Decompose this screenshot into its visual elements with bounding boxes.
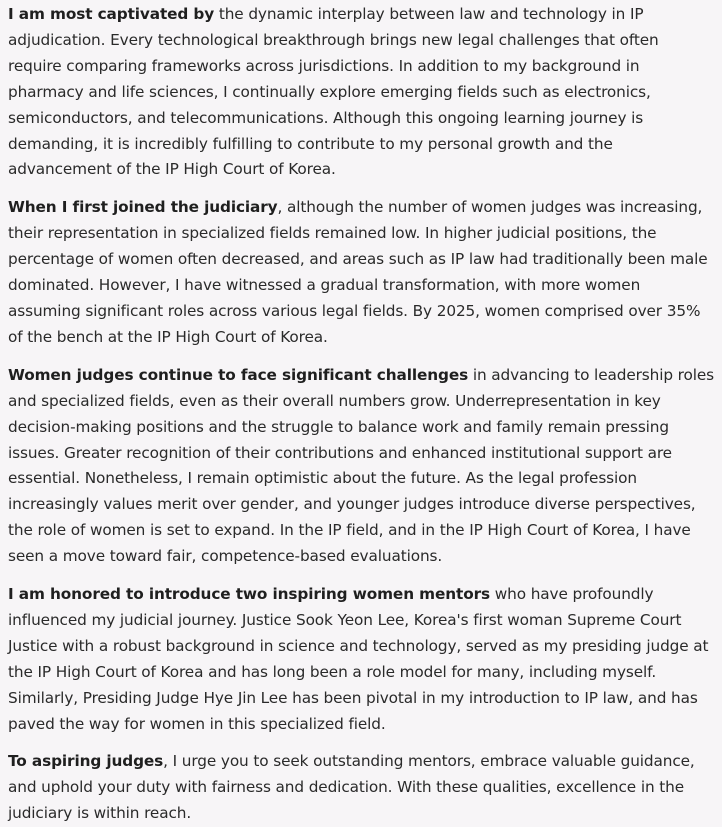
- paragraph-mentors: [8, 582, 715, 737]
- paragraph-lead: When I first joined the judiciary: [8, 198, 278, 217]
- paragraph-captivated: [8, 2, 715, 183]
- paragraph-lead: Women judges continue to face significant challenges: [8, 365, 469, 384]
- paragraph-lead: I am honored to introduce two inspiring women mentors: [8, 585, 490, 604]
- paragraph-joined-judiciary: [8, 195, 715, 350]
- paragraph-text: the dynamic interplay between law and technology in IP adjudication. Every technological breakthrough brings new legal challenges that often require comparing frameworks across jurisdictions. In addition to my background in pharmacy and life sciences, I continually explore emerging fields such as electronics, semiconductors, and telecommunications. Although this ongoing learning journey is demanding, it is incredibly fulfilling to contribute to my personal growth and the advancement of the IP High Court of Korea.: [8, 5, 659, 179]
- paragraph-aspiring-judges: [8, 749, 715, 827]
- paragraph-text: , I urge you to seek outstanding mentors, embrace valuable guidance, and uphold your duty with fairness and dedication. With these qualities, excellence in the judiciary is within reach.: [8, 752, 695, 823]
- paragraph-lead: To aspiring judges: [8, 752, 164, 771]
- paragraph-text: , although the number of women judges was increasing, their representation in specialized fields remained low. In higher judicial positions, the percentage of women often decreased, and areas such as IP law had traditionally been male dominated. However, I have witnessed a gradual transformation, with more women assuming significant roles across various legal fields. By 2025, women comprised over 35% of the bench at the IP High Court of Korea.: [8, 198, 708, 346]
- paragraph-text: who have profoundly influenced my judicial journey. Justice Sook Yeon Lee, Korea's first woman Supreme Court Justice with a robust background in science and technology, served as my presiding judge at the IP High Court of Korea and has long been a role model for many, including myself. Similarly, Presiding Judge Hye Jin Lee has been pivotal in my introduction to IP law, and has paved the way for women in this specialized field.: [8, 585, 709, 733]
- paragraph-text: in advancing to leadership roles and specialized fields, even as their overall numbers grow. Underrepresentation in key decision-making positions and the struggle to balance work and family remain pressing issues. Greater recognition of their contributions and enhanced institutional support are essential. Nonetheless, I remain optimistic about the future. As the legal profession increasingly values merit over gender, and younger judges introduce diverse perspectives, the role of women is set to expand. In the IP field, and in the IP High Court of Korea, I have seen a move toward fair, competence-based evaluations.: [8, 365, 715, 566]
- paragraph-challenges: [8, 363, 715, 570]
- paragraph-lead: I am most captivated by: [8, 5, 215, 23]
